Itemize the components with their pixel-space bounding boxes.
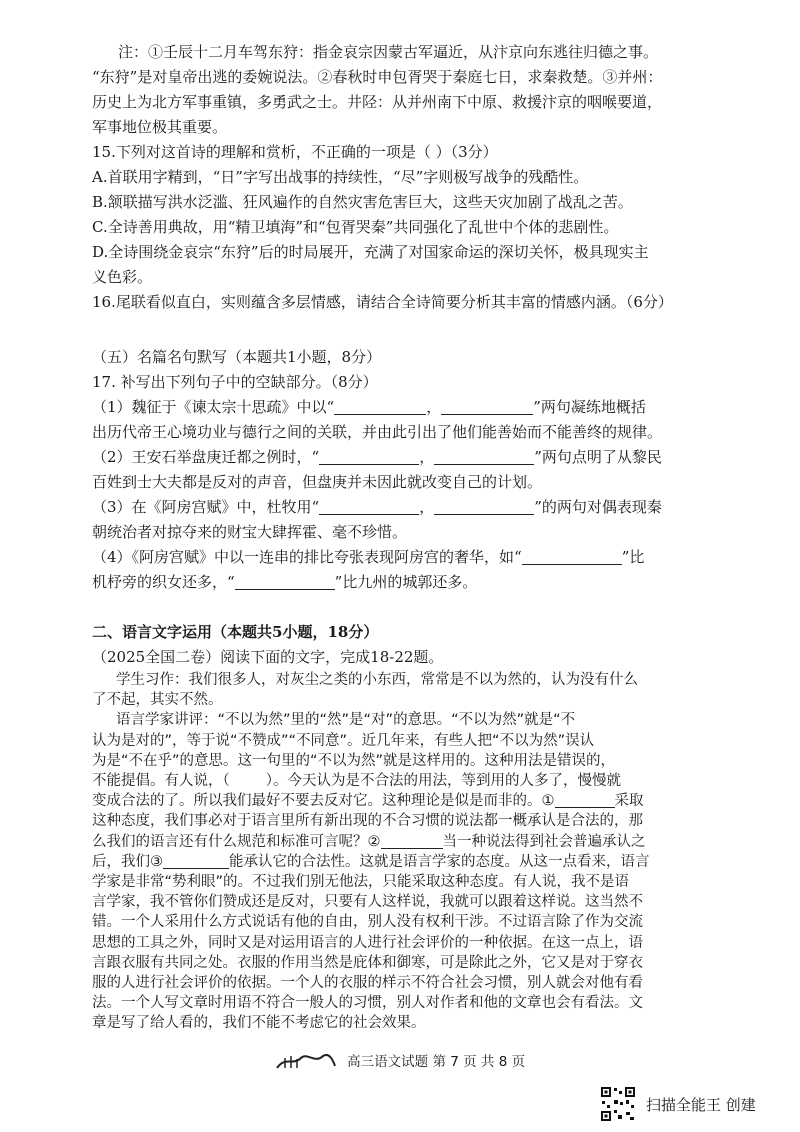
answer-blank-4b[interactable]: [235, 573, 335, 590]
passage-text: 么我们的语言还有什么规范和标准可言呢？②: [92, 833, 381, 850]
q17-item-2-cont: 百姓到士大夫都是反对的声音，但盘庚并未因此就改变自己的计划。: [92, 473, 543, 491]
q17-item-4-text-b: ”比: [621, 548, 645, 566]
passage-line: 这种态度，我们事必对于语言里所有新出现的不合习惯的说法都一概承认是合法的，那: [92, 813, 643, 830]
passage-line: 错。一个人采用什么方式说话有他的自由，别人没有权利干涉。不过语言除了作为交流: [92, 914, 643, 931]
answer-blank-passage-1[interactable]: [555, 791, 615, 808]
passage-line: 思想的工具之外，同时又是对运用语言的人进行社会评价的一种依据。在这一点上，语: [92, 934, 643, 951]
passage-line: 言跟衣服有共同之处。衣服的作用当然是庇体和御寒，可是除此之外，它又是对于穿衣: [92, 954, 643, 971]
scanner-watermark-text: 扫描全能王 创建: [646, 1095, 756, 1114]
passage-text: 不能提倡。有人说，（: [92, 773, 230, 789]
q17-item-2: [92, 445, 696, 470]
q17-item-1-text-b: ”两句凝练地概括: [533, 398, 646, 416]
q17-item-2-text-a: （2）王安石举盘庚迁都之例时，“: [92, 448, 320, 466]
scanner-watermark: [600, 1086, 756, 1122]
section-2-intro: （2025全国二卷）阅读下面的文字，完成18-22题。: [92, 648, 444, 666]
qr-code-icon: [600, 1086, 636, 1122]
q17-item-4-cont: [92, 570, 696, 595]
question-16-stem: 16.尾联看似直白，实则蕴含多层情感，请结合全诗简要分析其丰富的情感内涵。（6分）: [92, 293, 673, 311]
answer-blank-1b[interactable]: [441, 398, 533, 415]
answer-blank-passage-2[interactable]: [381, 832, 443, 849]
passage-line: [92, 791, 696, 811]
answer-blank-2b[interactable]: [434, 448, 534, 465]
q17-item-3-cont: 朝统治者对掠夺来的财宝大肆挥霍、毫不珍惜。: [92, 523, 408, 541]
answer-blank-passage-3[interactable]: [163, 852, 229, 869]
answer-blank-1a[interactable]: [334, 398, 426, 415]
q17-item-4-text-c: 机杼旁的织女还多，“: [92, 573, 235, 591]
question-15-option-d: D.全诗围绕金哀宗“东狩”后的时局展开，充满了对国家命运的深切关怀，极具现实主: [92, 243, 649, 261]
q17-item-3-text-b: ”的两句对偶表现秦: [534, 498, 662, 516]
footer-page-text: 高三语文试题 第 7 页 共 8 页: [347, 1054, 526, 1070]
question-15-option-c: C.全诗善用典故，用“精卫填海”和“包胥哭秦”共同强化了乱世中个体的悲剧性。: [92, 218, 619, 236]
passage-line: 服的人进行社会评价的依据。一个人的衣服的样示不符合社会习惯，别人就会对他有看: [92, 975, 643, 991]
question-15-option-a: A.首联用字精到，“日”字写出战事的持续性，“尽”字则极写战争的残酷性。: [92, 168, 589, 186]
passage-line: [92, 832, 696, 852]
q17-item-4-text-a: （4）《阿房宫赋》中以一连串的排比夸张表现阿房宫的奢华，如“: [92, 548, 522, 566]
q17-comma: ，: [419, 448, 435, 466]
question-17-stem: 17. 补写出下列句子中的空缺部分。（8分）: [92, 373, 378, 391]
passage-line: 为是“不在乎”的意思。这一句里的“不以为然”就是这样用的。这种用法是错误的，: [92, 752, 616, 769]
q17-item-4-text-d: ”比九州的城郭还多。: [334, 573, 478, 591]
q17-item-3: [92, 495, 696, 520]
passage-line: 认为是对的”，等于说“不赞成”“不同意”。近几年来，有些人把“不以为然”误认: [92, 732, 595, 749]
passage-line: 法。一个人写文章时用语不符合一般人的习惯，别人对作者和他的文章也会有看法。文: [92, 995, 643, 1012]
passage-line: [92, 852, 696, 872]
q17-item-2-text-b: ”两句点明了从黎民: [534, 448, 662, 466]
passage-line: 学家是非常“势利眼”的。不过我们别无他法，只能采取这种态度。有人说，我不是语: [92, 874, 630, 890]
answer-blank-3a[interactable]: [319, 498, 419, 515]
question-15-option-b: B.颔联描写洪水泛滥、狂风遍作的自然灾害危害巨大，这些天灾加剧了战乱之苦。: [92, 193, 633, 211]
passage-text: 采取: [614, 793, 644, 810]
q17-item-1-text-a: （1）魏征于《谏太宗十思疏》中以“: [92, 398, 335, 416]
q17-item-4: [92, 545, 696, 570]
answer-blank-4a[interactable]: [522, 548, 622, 565]
section-5-title: （五）名篇名句默写（本题共1小题，8分）: [92, 348, 382, 366]
passage-line: [92, 771, 696, 791]
question-15-stem: 15.下列对这首诗的理解和赏析，不正确的一项是（ ）（3分）: [92, 143, 498, 161]
passage-text: 能承认它的合法性。这就是语言学家的态度。从这一点看来，语言: [229, 853, 650, 870]
note-line-4: 军事地位极其重要。: [92, 118, 228, 136]
passage-text: 变成合法的了。所以我们最好不要去反对它。这种理论是似是而非的。①: [92, 793, 555, 810]
q17-item-3-text-a: （3）在《阿房宫赋》中，杜牧用“: [92, 498, 320, 516]
q17-item-1-cont: 出历代帝王心境功业与德行之间的关联，并由此引出了他们能善始而不能善终的规律。: [92, 423, 663, 441]
note-line-2: “东狩”是对皇帝出逃的委婉说法。②春秋时申包胥哭于秦庭七日，求秦救楚。③并州：: [92, 68, 663, 86]
note-line-1: 注：①壬辰十二月车驾东狩：指金哀宗因蒙古军逼近，从汴京向东逃往归德之事。: [118, 43, 659, 61]
passage-text: 当一种说法得到社会普遍承认之: [442, 833, 646, 850]
passage-line: 学生习作：我们很多人，对灰尘之类的小东西，常常是不以为然的，认为没有什么: [116, 672, 638, 688]
section-2-title: 二、语言文字运用（本题共5小题，18分）: [92, 623, 379, 641]
passage-text: ）。今天认为是不合法的用法，等到用的人多了，慢慢就: [265, 773, 621, 789]
note-line-3: 历史上为北方军事重镇，多勇武之士。井陉：从并州南下中原、救援汴京的咽喉要道，: [92, 93, 663, 111]
publisher-logo-icon: [275, 1050, 337, 1074]
q17-item-1: [92, 395, 696, 420]
passage-line: 章是写了给人看的，我们不能不考虑它的社会效果。: [92, 1015, 426, 1032]
question-15-option-d-cont: 义色彩。: [92, 268, 153, 286]
page-footer: [0, 1050, 800, 1074]
answer-blank-2a[interactable]: [319, 448, 419, 465]
answer-blank-3b[interactable]: [434, 498, 534, 515]
passage-line: 语言学家讲评：“不以为然”里的“然”是“对”的意思。“不以为然”就是“不: [116, 712, 576, 729]
passage-text: 后，我们③: [92, 853, 163, 870]
q17-comma: ，: [419, 498, 435, 516]
passage-line: 言学家，我不管你们赞成还是反对，只要有人这样说，我就可以跟着这样说。这当然不: [92, 894, 643, 911]
q17-comma: ，: [426, 398, 442, 416]
passage-line: 了不起，其实不然。: [92, 692, 223, 709]
